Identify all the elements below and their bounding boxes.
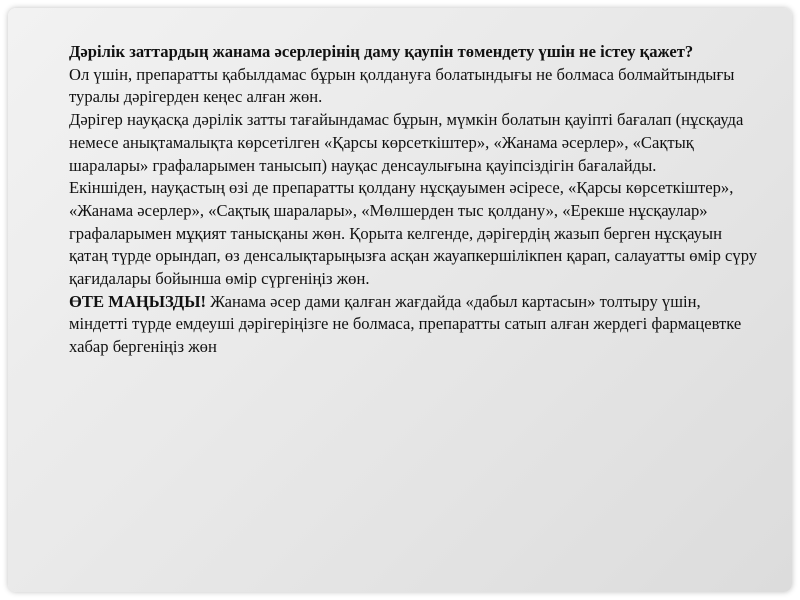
important-text: Жанама әсер дами қалған жағдайда «дабыл картасын» толтыру үшін, міндетті түрде емдеуші дәрігеріңізге не болмаса, препаратты сатып алған жердегі фармацевтке хабар бергеніңіз жөн	[69, 291, 742, 357]
paragraph-patient-instructions: Екіншіден, науқастың өзі де препаратты қолдану нұсқауымен әсіресе, «Қарсы көрсеткіштер», «Жанама әсерлер», «Сақтық шаралары», «Мөлшерден тыс қолдану», «Ерекше нұсқаулар» графаларымен мұқият танысқаны жөн. Қорыта келгенде, дәрігердің жазып берген нұсқауын қатаң түрде орындап, өз денсалықтарыңызға асқан жауапкершілікпен қарап, салауатты өмір сүру қағидалары бойынша өмір сүргеніңіз жөн.	[69, 178, 758, 289]
paragraph-doctor-assessment: Дәрігер науқасқа дәрілік затты тағайындамас бұрын, мүмкін болатын қауіпті бағалап (нұсқауда немесе анықтамалықта көрсетілген «Қарсы көрсеткіштер», «Жанама әсерлер», «Сақтық шаралары» графаларымен танысып) науқас денсаулығына қауіпсіздігін бағалайды.	[69, 110, 744, 175]
slide-heading: Дәрілік заттардың жанама әсерлерінің даму қаупін төмендету үшін не істеу қажет?	[69, 42, 694, 61]
slide-background	[8, 8, 792, 592]
important-label: ӨТЕ МАҢЫЗДЫ!	[69, 291, 207, 311]
paragraph-consult-doctor: Ол үшін, препаратты қабылдамас бұрын қолдануға болатындығы не болмаса болмайтындығы туралы дәрігерден кеңес алған жөн.	[69, 64, 735, 107]
paragraph-important	[69, 291, 759, 359]
slide-text-block	[69, 41, 759, 359]
